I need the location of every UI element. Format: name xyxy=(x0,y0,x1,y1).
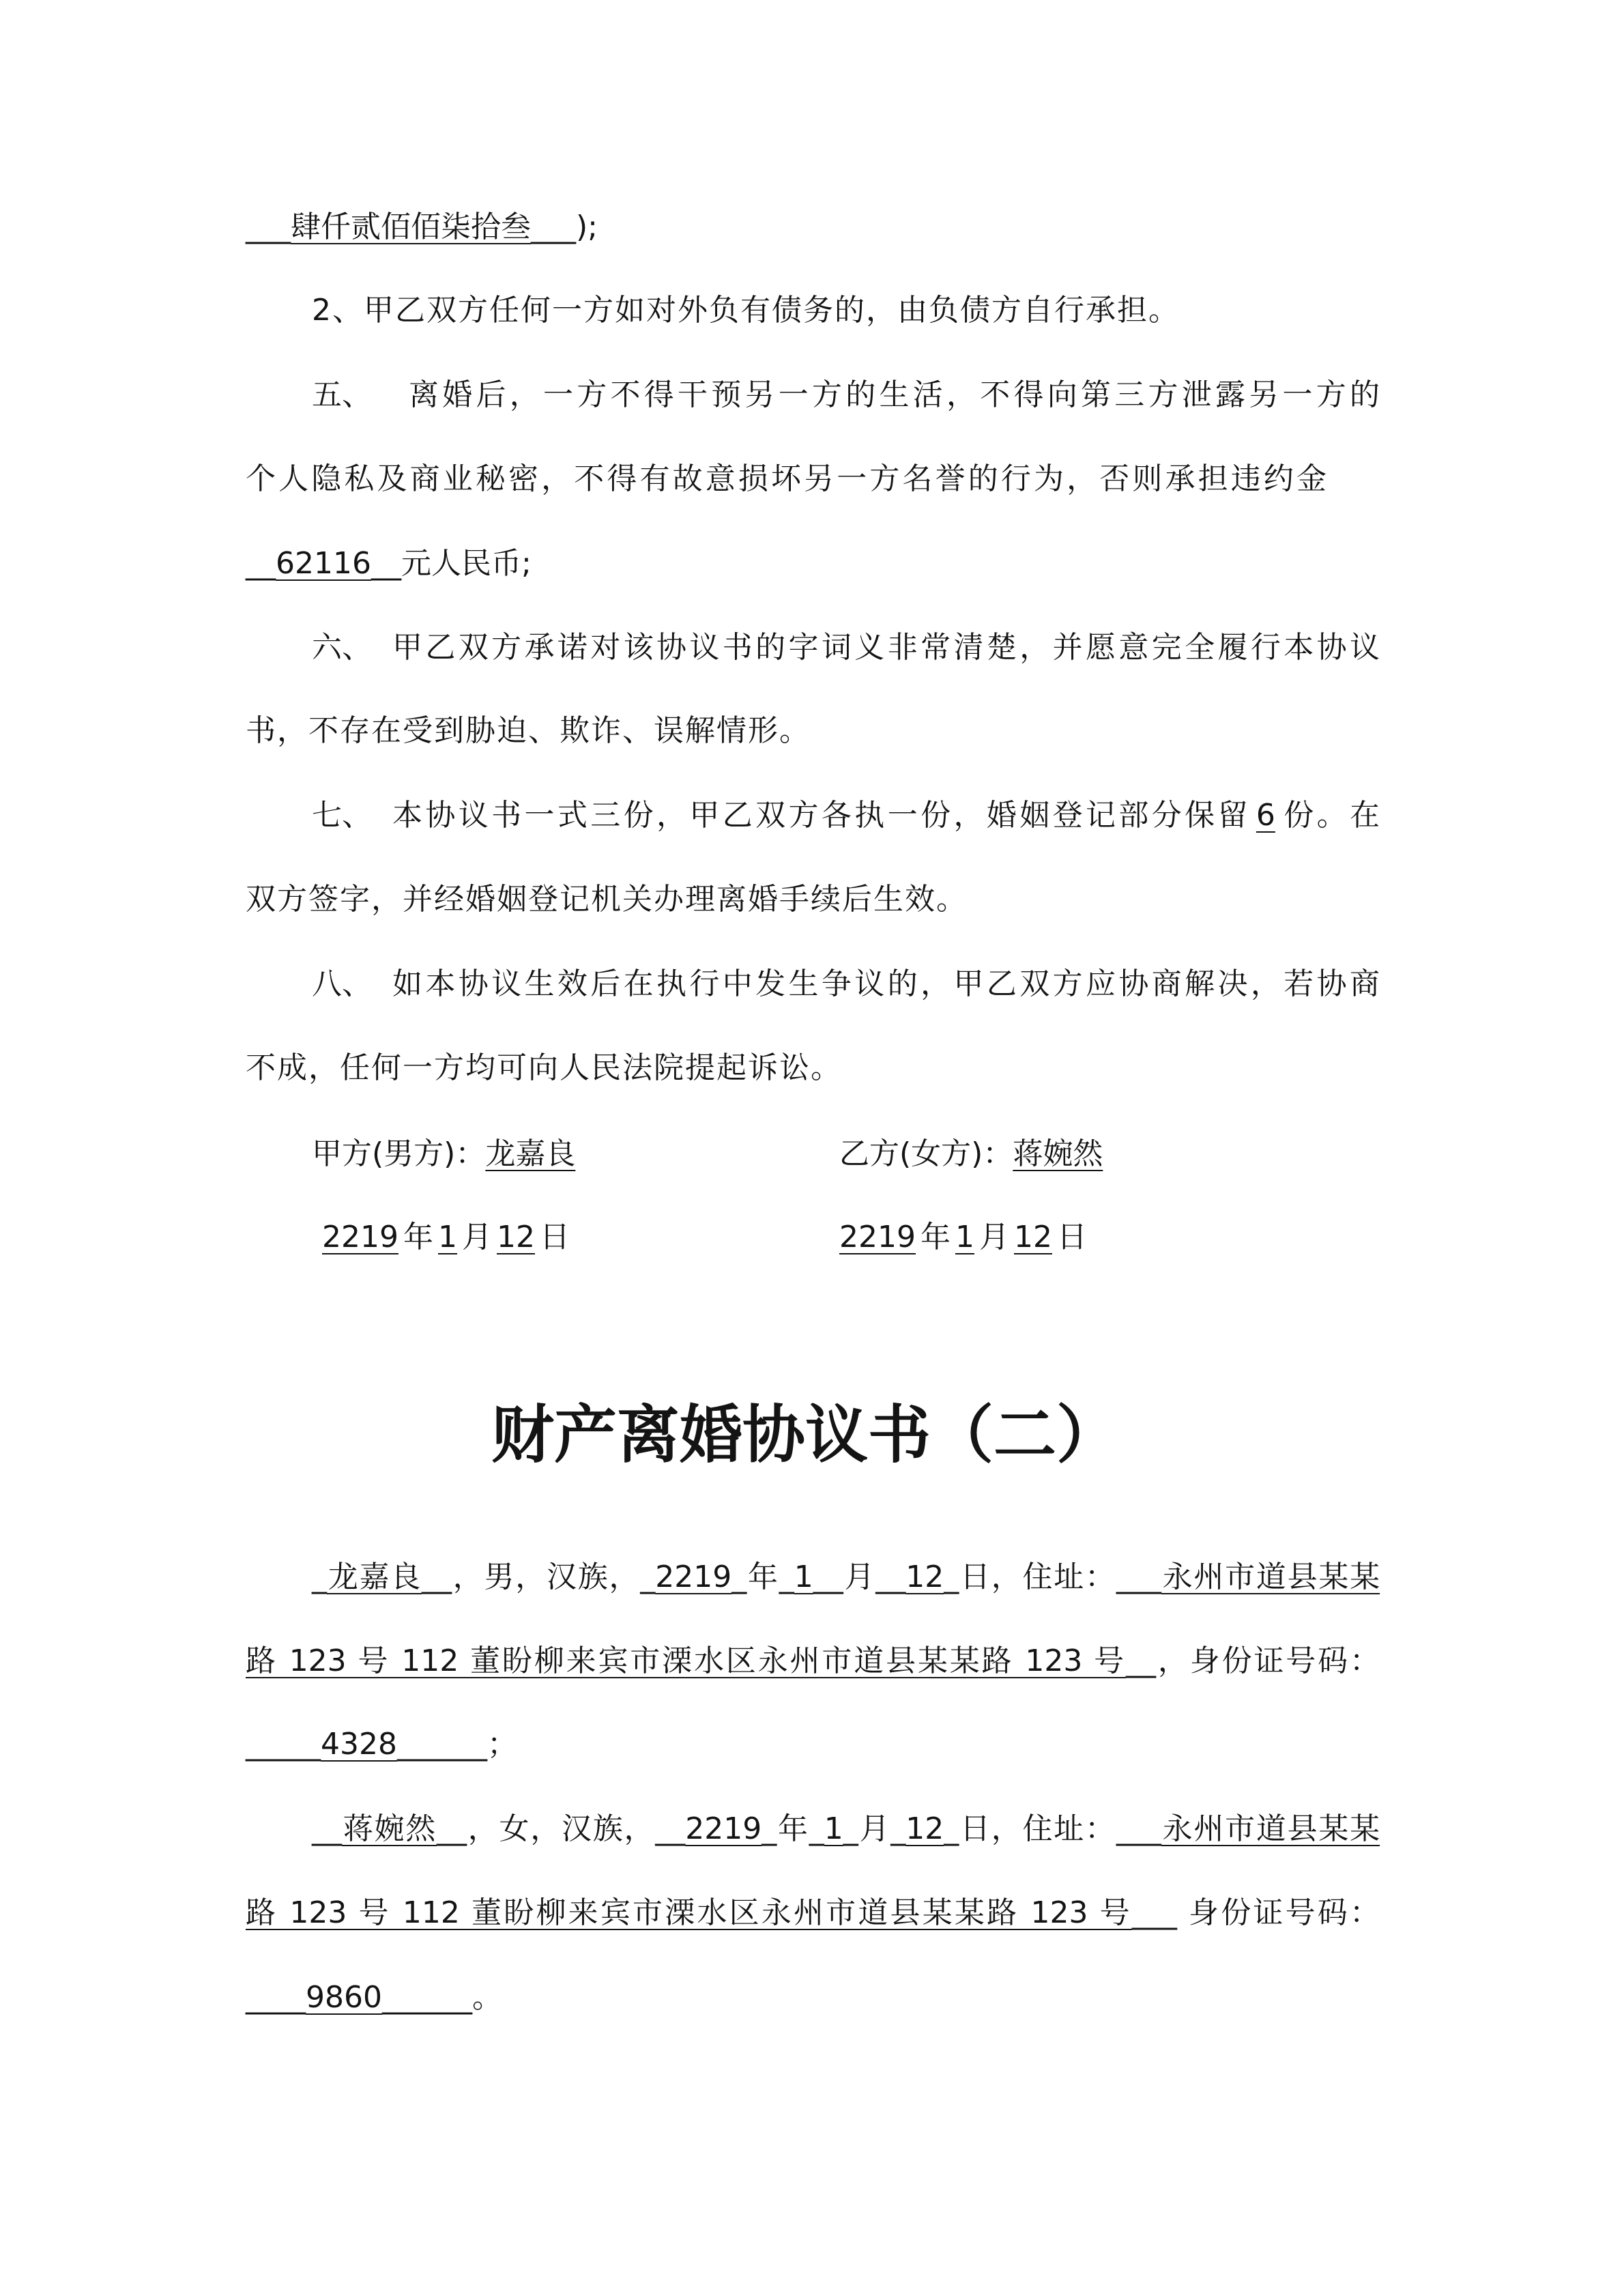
year-unit: 年 xyxy=(920,1220,951,1254)
penalty-unit: 元人民币; xyxy=(401,546,532,581)
blank: __ xyxy=(875,1560,906,1594)
party-a-name: 龙嘉良 xyxy=(485,1136,576,1171)
clause-7-line-2: 双方签字，并经婚姻登记机关办理离婚手续后生效。 xyxy=(246,882,968,917)
clause-7-number: 七、 xyxy=(312,798,372,833)
party-b-label: 乙方(女方)： xyxy=(839,1136,1013,1171)
blank: __ xyxy=(813,1560,843,1594)
blank: ____ xyxy=(246,1980,306,2015)
blank: _ xyxy=(843,1811,858,1846)
blank: __ xyxy=(312,1811,342,1846)
blank: ___ xyxy=(1116,1811,1161,1846)
birth-day: 12 xyxy=(905,1560,944,1594)
month-unit: 月 xyxy=(858,1811,891,1846)
blank: ___ xyxy=(1131,1895,1177,1930)
blank: __ xyxy=(437,1811,467,1846)
party-b-info-line-1 xyxy=(312,1809,1380,1850)
birth-day: 12 xyxy=(905,1811,944,1846)
month-unit: 月 xyxy=(978,1220,1009,1254)
party-b-name: 蒋婉然 xyxy=(342,1811,437,1846)
id-label: 身份证号码： xyxy=(1176,1895,1380,1930)
party-b-year: 2219 xyxy=(839,1220,916,1254)
terminator: 。 xyxy=(472,1980,502,2015)
amount-in-words: 肆仟贰佰佰柒拾叁 xyxy=(291,210,531,244)
party-b-info-line-3 xyxy=(246,1977,502,2018)
party-b-name: 蒋婉然 xyxy=(1013,1136,1103,1171)
blank: _ xyxy=(731,1560,747,1594)
copies-kept: 6 xyxy=(1256,798,1275,833)
party-b-day: 12 xyxy=(1013,1220,1052,1254)
year-unit: 年 xyxy=(777,1811,809,1846)
blank: _ xyxy=(762,1811,777,1846)
blank: _ xyxy=(809,1811,824,1846)
penalty-blank-after: __ xyxy=(371,546,401,581)
gender-ethnicity: ，男，汉族， xyxy=(452,1560,641,1594)
clause-5-penalty-line xyxy=(246,543,532,584)
month-unit: 月 xyxy=(843,1560,876,1594)
id-number: 9860 xyxy=(306,1980,382,2015)
party-b-signature xyxy=(839,1134,1103,1175)
blank: __ xyxy=(422,1560,452,1594)
blank: _ xyxy=(890,1811,906,1846)
party-a-signature xyxy=(312,1134,575,1175)
blank: _ xyxy=(944,1560,959,1594)
document-title: 财产离婚协议书（二） xyxy=(491,1398,1119,1472)
day-unit-address-label: 日，住址： xyxy=(959,1811,1116,1846)
amount-closing: ); xyxy=(576,210,598,244)
id-label: ，身份证号码： xyxy=(1156,1644,1380,1678)
birth-year: 2219 xyxy=(685,1811,762,1846)
clause-5-number: 五、 xyxy=(312,377,372,412)
birth-month: 1 xyxy=(824,1811,843,1846)
blank: ______ xyxy=(396,1727,487,1762)
blank: __ xyxy=(655,1811,686,1846)
gender-ethnicity: ，女，汉族， xyxy=(467,1811,656,1846)
party-a-month: 1 xyxy=(437,1220,457,1254)
amount-blank-after: ___ xyxy=(531,210,576,244)
debt-clause: 2、甲乙双方任何一方如对外负有债务的，由负债方自行承担。 xyxy=(312,293,1180,328)
clause-7-line-1 xyxy=(392,795,1380,836)
party-a-info-line-3 xyxy=(246,1724,517,1765)
party-a-info-line-1 xyxy=(312,1557,1380,1598)
clause-7-text-before: 本协议书一式三份，甲乙双方各执一份，婚姻登记部分保留 xyxy=(392,798,1251,833)
party-a-info-line-2 xyxy=(246,1641,1380,1682)
year-unit: 年 xyxy=(746,1560,779,1594)
blank: _____ xyxy=(246,1727,321,1762)
address-part-1: 永州市道县某某 xyxy=(1161,1811,1380,1846)
clause-5-line-2: 个人隐私及商业秘密，不得有故意损坏另一方名誉的行为，否则承担违约金 xyxy=(246,461,1326,496)
day-unit: 日 xyxy=(1056,1220,1087,1254)
id-number: 4328 xyxy=(321,1727,397,1762)
penalty-blank-before: __ xyxy=(246,546,276,581)
clause-8-line-2: 不成，任何一方均可向人民法院提起诉讼。 xyxy=(246,1050,842,1085)
address-part-2: 路 123 号 112 董盼柳来宾市溧水区永州市道县某某路 123 号 xyxy=(246,1644,1127,1678)
blank: _ xyxy=(779,1560,794,1594)
address-part-1: 永州市道县某某 xyxy=(1161,1560,1380,1594)
party-a-year: 2219 xyxy=(322,1220,398,1254)
blank: ______ xyxy=(381,1980,472,2015)
penalty-amount: 62116 xyxy=(276,546,371,581)
blank: _ xyxy=(312,1560,327,1594)
clause-5-line-1: 离婚后，一方不得干预另一方的生活，不得向第三方泄露另一方的 xyxy=(409,377,1380,412)
party-a-date xyxy=(322,1217,575,1258)
clause-7-text-after: 份。在 xyxy=(1280,798,1380,833)
blank: _ xyxy=(944,1811,959,1846)
terminator: ； xyxy=(487,1727,517,1762)
clause-8-number: 八、 xyxy=(312,966,372,1001)
amount-blank-before: ___ xyxy=(246,210,291,244)
month-unit: 月 xyxy=(461,1220,492,1254)
year-unit: 年 xyxy=(403,1220,433,1254)
day-unit: 日 xyxy=(539,1220,570,1254)
amount-line xyxy=(246,207,598,248)
day-unit-address-label: 日，住址： xyxy=(959,1560,1116,1594)
clause-8-line-1: 如本协议生效后在执行中发生争议的，甲乙双方应协商解决，若协商 xyxy=(392,966,1380,1001)
clause-6-line-2: 书，不存在受到胁迫、欺诈、误解情形。 xyxy=(246,713,811,748)
clause-6-line-1: 甲乙双方承诺对该协议书的字词义非常清楚，并愿意完全履行本协议 xyxy=(392,630,1380,665)
party-a-label: 甲方(男方)： xyxy=(312,1136,486,1171)
birth-month: 1 xyxy=(794,1560,813,1594)
blank: __ xyxy=(1126,1644,1157,1678)
party-b-month: 1 xyxy=(955,1220,974,1254)
birth-year: 2219 xyxy=(655,1560,732,1594)
clause-6-number: 六、 xyxy=(312,630,372,665)
party-a-name: 龙嘉良 xyxy=(327,1560,422,1594)
party-a-day: 12 xyxy=(496,1220,535,1254)
blank: _ xyxy=(640,1560,656,1594)
party-b-info-line-2 xyxy=(246,1893,1380,1934)
party-b-date xyxy=(839,1217,1092,1258)
blank: ___ xyxy=(1116,1560,1161,1594)
address-part-2: 路 123 号 112 董盼柳来宾市溧水区永州市道县某某路 123 号 xyxy=(246,1895,1132,1930)
